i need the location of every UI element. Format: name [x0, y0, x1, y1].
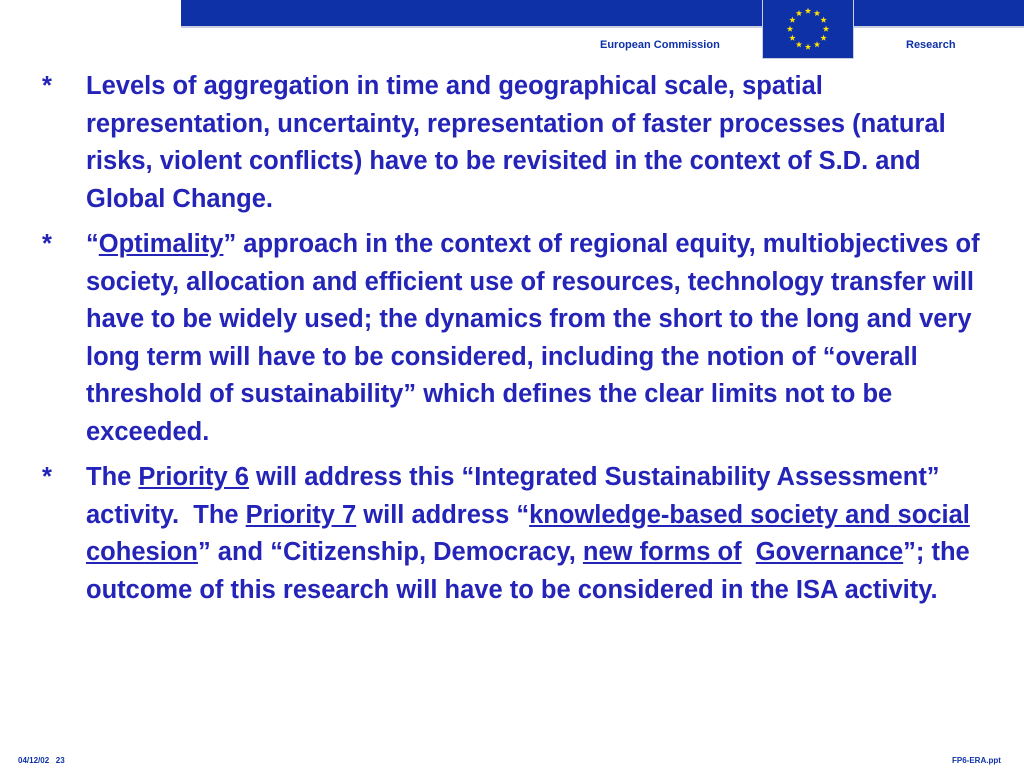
bullet-marker: * [42, 72, 52, 100]
flag-star [820, 35, 826, 41]
text-segment [742, 538, 756, 566]
header-rule [181, 26, 1024, 28]
bullet-text [86, 459, 1000, 609]
open-quote: “ [86, 230, 99, 258]
bullet-marker: * [42, 230, 52, 258]
slide-content [40, 68, 1000, 617]
text-segment: ” and “Citizenship, Democracy, [197, 538, 583, 566]
bullet-text: Levels of aggregation in time and geographical scale, spatial representation, uncertainty, representation of faster processes (natural risks, violent conflicts) have to be revisited in the context of S.D. and Global Change. [86, 72, 946, 213]
bullet-marker: * [42, 463, 52, 491]
flag-star [823, 26, 829, 32]
text-segment: will address “ [356, 500, 530, 529]
flag-star [787, 26, 793, 32]
department-name: Research [906, 39, 956, 51]
text-segment: The [86, 463, 139, 491]
organization-name: European Commission [600, 39, 720, 51]
flag-star [814, 10, 820, 16]
footer-filename: FP6-ERA.ppt [952, 756, 1001, 765]
flag-star [796, 41, 802, 47]
flag-star [805, 8, 811, 14]
bullet-item [40, 459, 1000, 609]
flag-star [814, 41, 820, 47]
flag-star [789, 17, 795, 23]
link-optimality[interactable]: Optimality [98, 230, 224, 258]
bullet-item [40, 226, 1000, 451]
flag-star [805, 44, 811, 50]
footer-date-page: 04/12/02 23 [18, 756, 65, 765]
text-segment: will address this “Integrated Sustainability Assessment” activity. The [86, 463, 947, 529]
link-new-forms-of[interactable]: new forms of [582, 538, 742, 566]
bullet-text-rest: ” approach in the context of regional equity, multiobjectives of society, allocation and efficient use of resources, technology transfer will have to be widely used; the dynamics from the short to the long and very long term will have to be considered, including the notion of “overall threshold of sustainability” which defines the clear limits not to be exceeded. [86, 230, 980, 446]
flag-star [820, 17, 826, 23]
link-knowledge-based-society[interactable]: knowledge-based society and social cohesion [86, 500, 970, 566]
link-priority-6[interactable]: Priority 6 [138, 463, 249, 491]
link-priority-7[interactable]: Priority 7 [245, 500, 357, 529]
link-governance[interactable]: Governance [755, 538, 904, 566]
flag-star [796, 10, 802, 16]
text-segment: ”; the outcome of this research will have to be considered in the ISA activity. [86, 538, 970, 604]
header-band [181, 0, 1024, 26]
eu-flag-icon [763, 0, 853, 58]
bullet-text [86, 226, 1000, 451]
flag-star [789, 35, 795, 41]
bullet-item [40, 68, 1000, 218]
